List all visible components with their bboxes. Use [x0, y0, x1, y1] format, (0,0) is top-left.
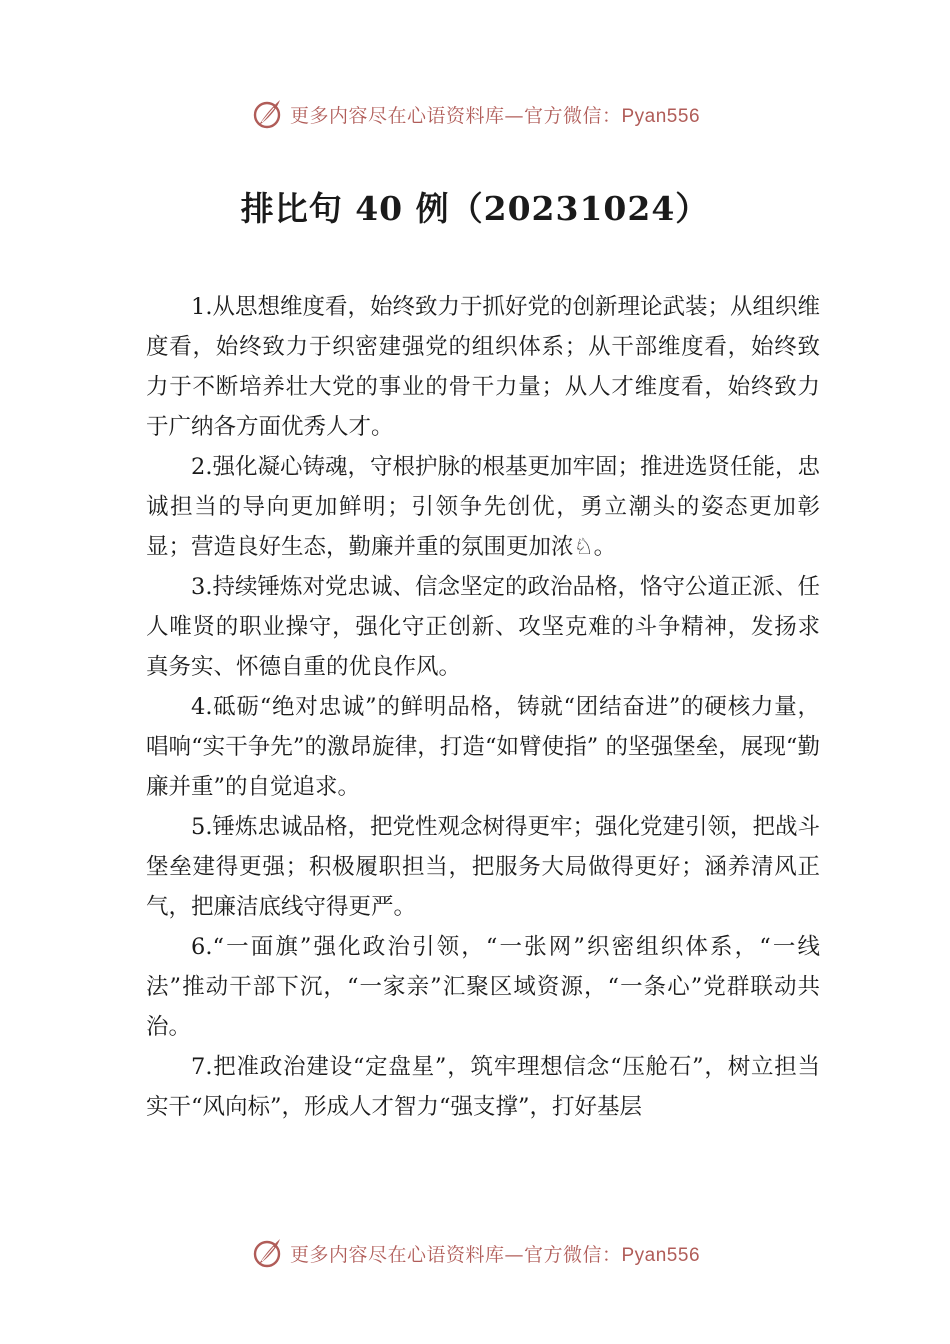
- document-body: [146, 287, 820, 1127]
- watermark-text: 更多内容尽在心语资料库—官方微信：Pyan556: [289, 1243, 701, 1266]
- paragraph-6: 6.“一面旗”强化政治引领，“一张网”织密组织体系，“一线法”推动干部下沉，“一家亲”汇聚区域资源，“一条心”党群联动共治。: [146, 934, 820, 1040]
- wechat-id: Pyan556: [621, 1244, 701, 1266]
- header-watermark: [0, 94, 950, 134]
- watermark-text: 更多内容尽在心语资料库—官方微信：Pyan556: [289, 104, 701, 127]
- paragraph-2: 2.强化凝心铸魂，守根护脉的根基更加牢固；推进选贤任能，忠诚担当的导向更加鲜明；引领争先创优，勇立潮头的姿态更加彰显；营造良好生态，勤廉并重的氛围更加浓♘。: [146, 454, 820, 560]
- quill-logo-icon: [250, 97, 284, 131]
- page-title: 排比句 40 例（20231024）: [240, 189, 710, 228]
- paragraph-3: 3.持续锤炼对党忠诚、信念坚定的政治品格，恪守公道正派、任人唯贤的职业操守，强化守正创新、攻坚克难的斗争精神，发扬求真务实、怀德自重的优良作风。: [146, 574, 820, 680]
- footer-watermark: [0, 1233, 950, 1273]
- wechat-id: Pyan556: [621, 105, 701, 127]
- quill-logo-icon: [250, 1236, 284, 1270]
- paragraph-7: 7.把准政治建设“定盘星”，筑牢理想信念“压舱石”，树立担当实干“风向标”，形成人才智力“强支撑”，打好基层: [146, 1054, 820, 1120]
- paragraph-5: 5.锤炼忠诚品格，把党性观念树得更牢；强化党建引领，把战斗堡垒建得更强；积极履职担当，把服务大局做得更好；涵养清风正气，把廉洁底线守得更严。: [146, 814, 820, 920]
- paragraph-4: 4.砥砺“绝对忠诚”的鲜明品格，铸就“团结奋进”的硬核力量，唱响“实干争先”的激昂旋律，打造“如臂使指” 的坚强堡垒，展现“勤廉并重”的自觉追求。: [146, 694, 820, 800]
- paragraph-1: 1.从思想维度看，始终致力于抓好党的创新理论武装；从组织维度看，始终致力于织密建强党的组织体系；从干部维度看，始终致力于不断培养壮大党的事业的骨干力量；从人才维度看，始终致力于广纳各方面优秀人才。: [146, 294, 820, 440]
